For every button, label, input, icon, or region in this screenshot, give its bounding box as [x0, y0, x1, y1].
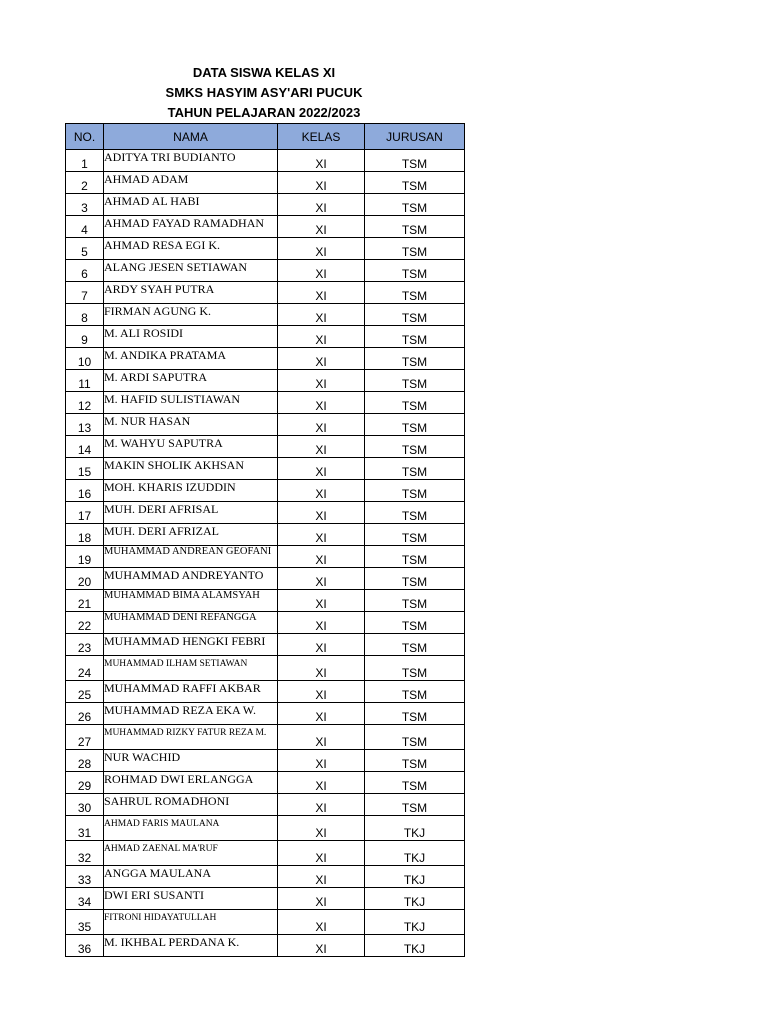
student-class: XI — [278, 150, 365, 172]
student-class: XI — [278, 326, 365, 348]
student-major: TSM — [365, 370, 465, 392]
student-name: MUHAMMAD ANDREAN GEOFANI — [104, 546, 278, 568]
student-major: TSM — [365, 568, 465, 590]
row-number: 2 — [66, 172, 104, 194]
student-class: XI — [278, 348, 365, 370]
student-name: MAKIN SHOLIK AKHSAN — [104, 458, 278, 480]
student-major: TKJ — [365, 888, 465, 910]
row-number: 7 — [66, 282, 104, 304]
student-major: TSM — [365, 480, 465, 502]
student-class: XI — [278, 172, 365, 194]
student-class: XI — [278, 612, 365, 634]
student-name: ROHMAD DWI ERLANGGA — [104, 772, 278, 794]
table-row — [66, 935, 465, 957]
student-name: M. ARDI SAPUTRA — [104, 370, 278, 392]
row-number: 13 — [66, 414, 104, 436]
student-name: M. IKHBAL PERDANA K. — [104, 935, 278, 957]
row-number: 31 — [66, 816, 104, 841]
row-number: 26 — [66, 703, 104, 725]
student-name: MUHAMMAD RIZKY FATUR REZA M. — [104, 725, 278, 750]
student-name: FIRMAN AGUNG K. — [104, 304, 278, 326]
student-class: XI — [278, 238, 365, 260]
student-major: TSM — [365, 348, 465, 370]
student-class: XI — [278, 436, 365, 458]
table-row — [66, 458, 465, 480]
table-row — [66, 392, 465, 414]
student-major: TSM — [365, 681, 465, 703]
student-major: TSM — [365, 703, 465, 725]
student-class: XI — [278, 866, 365, 888]
student-major: TSM — [365, 282, 465, 304]
student-major: TSM — [365, 172, 465, 194]
academic-year: TAHUN PELAJARAN 2022/2023 — [167, 105, 361, 120]
student-class: XI — [278, 750, 365, 772]
student-class: XI — [278, 935, 365, 957]
student-major: TSM — [365, 634, 465, 656]
table-row — [66, 725, 465, 750]
student-major: TSM — [365, 524, 465, 546]
table-row — [66, 656, 465, 681]
student-name: M. ALI ROSIDI — [104, 326, 278, 348]
row-number: 17 — [66, 502, 104, 524]
student-major: TSM — [365, 238, 465, 260]
student-major: TSM — [365, 326, 465, 348]
table-row — [66, 304, 465, 326]
student-name: MUH. DERI AFRISAL — [104, 502, 278, 524]
student-class: XI — [278, 502, 365, 524]
student-major: TSM — [365, 150, 465, 172]
table-row — [66, 282, 465, 304]
column-header-no: NO. — [66, 124, 104, 150]
student-name: NUR WACHID — [104, 750, 278, 772]
student-name: AHMAD ZAENAL MA'RUF — [104, 841, 278, 866]
student-class: XI — [278, 725, 365, 750]
student-class: XI — [278, 414, 365, 436]
student-class: XI — [278, 568, 365, 590]
table-row — [66, 436, 465, 458]
student-class: XI — [278, 656, 365, 681]
student-class: XI — [278, 392, 365, 414]
table-row — [66, 524, 465, 546]
table-row — [66, 910, 465, 935]
table-row — [66, 480, 465, 502]
student-class: XI — [278, 458, 365, 480]
column-header-jurusan: JURUSAN — [365, 124, 465, 150]
student-name: AHMAD RESA EGI K. — [104, 238, 278, 260]
row-number: 14 — [66, 436, 104, 458]
student-major: TKJ — [365, 841, 465, 866]
student-class: XI — [278, 216, 365, 238]
student-class: XI — [278, 260, 365, 282]
table-row — [66, 590, 465, 612]
table-row — [66, 414, 465, 436]
student-class: XI — [278, 370, 365, 392]
document-title: DATA SISWA KELAS XI — [192, 65, 336, 80]
student-name: SAHRUL ROMADHONI — [104, 794, 278, 816]
student-table — [65, 123, 465, 957]
student-name: ADITYA TRI BUDIANTO — [104, 150, 278, 172]
student-major: TSM — [365, 794, 465, 816]
student-class: XI — [278, 480, 365, 502]
table-row — [66, 216, 465, 238]
student-name: MUHAMMAD DENI REFANGGA — [104, 612, 278, 634]
student-name: FITRONI HIDAYATULLAH — [104, 910, 278, 935]
row-number: 34 — [66, 888, 104, 910]
row-number: 25 — [66, 681, 104, 703]
row-number: 27 — [66, 725, 104, 750]
row-number: 10 — [66, 348, 104, 370]
row-number: 15 — [66, 458, 104, 480]
row-number: 30 — [66, 794, 104, 816]
student-major: TSM — [365, 750, 465, 772]
table-row — [66, 634, 465, 656]
student-name: ARDY SYAH PUTRA — [104, 282, 278, 304]
row-number: 28 — [66, 750, 104, 772]
student-name: M. WAHYU SAPUTRA — [104, 436, 278, 458]
student-class: XI — [278, 546, 365, 568]
student-major: TSM — [365, 216, 465, 238]
row-number: 3 — [66, 194, 104, 216]
student-class: XI — [278, 282, 365, 304]
table-row — [66, 326, 465, 348]
student-name: AHMAD FAYAD RAMADHAN — [104, 216, 278, 238]
student-name: MUHAMMAD REZA EKA W. — [104, 703, 278, 725]
student-major: TSM — [365, 194, 465, 216]
student-class: XI — [278, 794, 365, 816]
table-row — [66, 502, 465, 524]
row-number: 1 — [66, 150, 104, 172]
student-name: MUHAMMAD BIMA ALAMSYAH — [104, 590, 278, 612]
student-name: ANGGA MAULANA — [104, 866, 278, 888]
row-number: 5 — [66, 238, 104, 260]
student-major: TSM — [365, 458, 465, 480]
student-major: TSM — [365, 392, 465, 414]
row-number: 22 — [66, 612, 104, 634]
table-row — [66, 194, 465, 216]
student-major: TSM — [365, 612, 465, 634]
student-name: ALANG JESEN SETIAWAN — [104, 260, 278, 282]
student-class: XI — [278, 841, 365, 866]
table-row — [66, 703, 465, 725]
row-number: 36 — [66, 935, 104, 957]
student-class: XI — [278, 772, 365, 794]
row-number: 18 — [66, 524, 104, 546]
table-row — [66, 238, 465, 260]
row-number: 4 — [66, 216, 104, 238]
row-number: 23 — [66, 634, 104, 656]
student-name: M. ANDIKA PRATAMA — [104, 348, 278, 370]
student-major: TSM — [365, 772, 465, 794]
student-major: TSM — [365, 502, 465, 524]
student-name: MUHAMMAD RAFFI AKBAR — [104, 681, 278, 703]
table-row — [66, 546, 465, 568]
row-number: 21 — [66, 590, 104, 612]
table-row — [66, 348, 465, 370]
table-header-row — [66, 124, 465, 150]
student-major: TKJ — [365, 910, 465, 935]
student-name: AHMAD FARIS MAULANA — [104, 816, 278, 841]
table-row — [66, 681, 465, 703]
table-row — [66, 750, 465, 772]
row-number: 35 — [66, 910, 104, 935]
student-name: DWI ERI SUSANTI — [104, 888, 278, 910]
row-number: 16 — [66, 480, 104, 502]
student-name: MUHAMMAD ANDREYANTO — [104, 568, 278, 590]
table-row — [66, 888, 465, 910]
student-class: XI — [278, 681, 365, 703]
table-row — [66, 172, 465, 194]
student-major: TSM — [365, 260, 465, 282]
student-name: MUH. DERI AFRIZAL — [104, 524, 278, 546]
row-number: 24 — [66, 656, 104, 681]
student-name: MUHAMMAD HENGKI FEBRI — [104, 634, 278, 656]
student-major: TSM — [365, 725, 465, 750]
student-major: TKJ — [365, 816, 465, 841]
student-major: TKJ — [365, 935, 465, 957]
row-number: 19 — [66, 546, 104, 568]
row-number: 8 — [66, 304, 104, 326]
table-row — [66, 150, 465, 172]
row-number: 12 — [66, 392, 104, 414]
row-number: 6 — [66, 260, 104, 282]
row-number: 9 — [66, 326, 104, 348]
student-class: XI — [278, 304, 365, 326]
student-major: TSM — [365, 590, 465, 612]
table-row — [66, 260, 465, 282]
student-class: XI — [278, 888, 365, 910]
row-number: 11 — [66, 370, 104, 392]
student-class: XI — [278, 194, 365, 216]
student-class: XI — [278, 910, 365, 935]
school-name: SMKS HASYIM ASY'ARI PUCUK — [165, 85, 363, 100]
student-name: AHMAD AL HABI — [104, 194, 278, 216]
row-number: 20 — [66, 568, 104, 590]
table-row — [66, 816, 465, 841]
row-number: 29 — [66, 772, 104, 794]
table-row — [66, 772, 465, 794]
student-name: AHMAD ADAM — [104, 172, 278, 194]
column-header-kelas: KELAS — [278, 124, 365, 150]
student-class: XI — [278, 703, 365, 725]
table-row — [66, 794, 465, 816]
student-class: XI — [278, 590, 365, 612]
student-name: M. HAFID SULISTIAWAN — [104, 392, 278, 414]
student-major: TSM — [365, 656, 465, 681]
student-major: TSM — [365, 414, 465, 436]
student-name: MOH. KHARIS IZUDDIN — [104, 480, 278, 502]
student-name: M. NUR HASAN — [104, 414, 278, 436]
student-class: XI — [278, 524, 365, 546]
table-row — [66, 370, 465, 392]
column-header-nama: NAMA — [104, 124, 278, 150]
student-name: MUHAMMAD ILHAM SETIAWAN — [104, 656, 278, 681]
table-row — [66, 612, 465, 634]
table-row — [66, 841, 465, 866]
student-class: XI — [278, 634, 365, 656]
student-major: TSM — [365, 304, 465, 326]
table-row — [66, 568, 465, 590]
student-major: TSM — [365, 436, 465, 458]
student-major: TKJ — [365, 866, 465, 888]
row-number: 33 — [66, 866, 104, 888]
student-class: XI — [278, 816, 365, 841]
row-number: 32 — [66, 841, 104, 866]
table-row — [66, 866, 465, 888]
student-major: TSM — [365, 546, 465, 568]
